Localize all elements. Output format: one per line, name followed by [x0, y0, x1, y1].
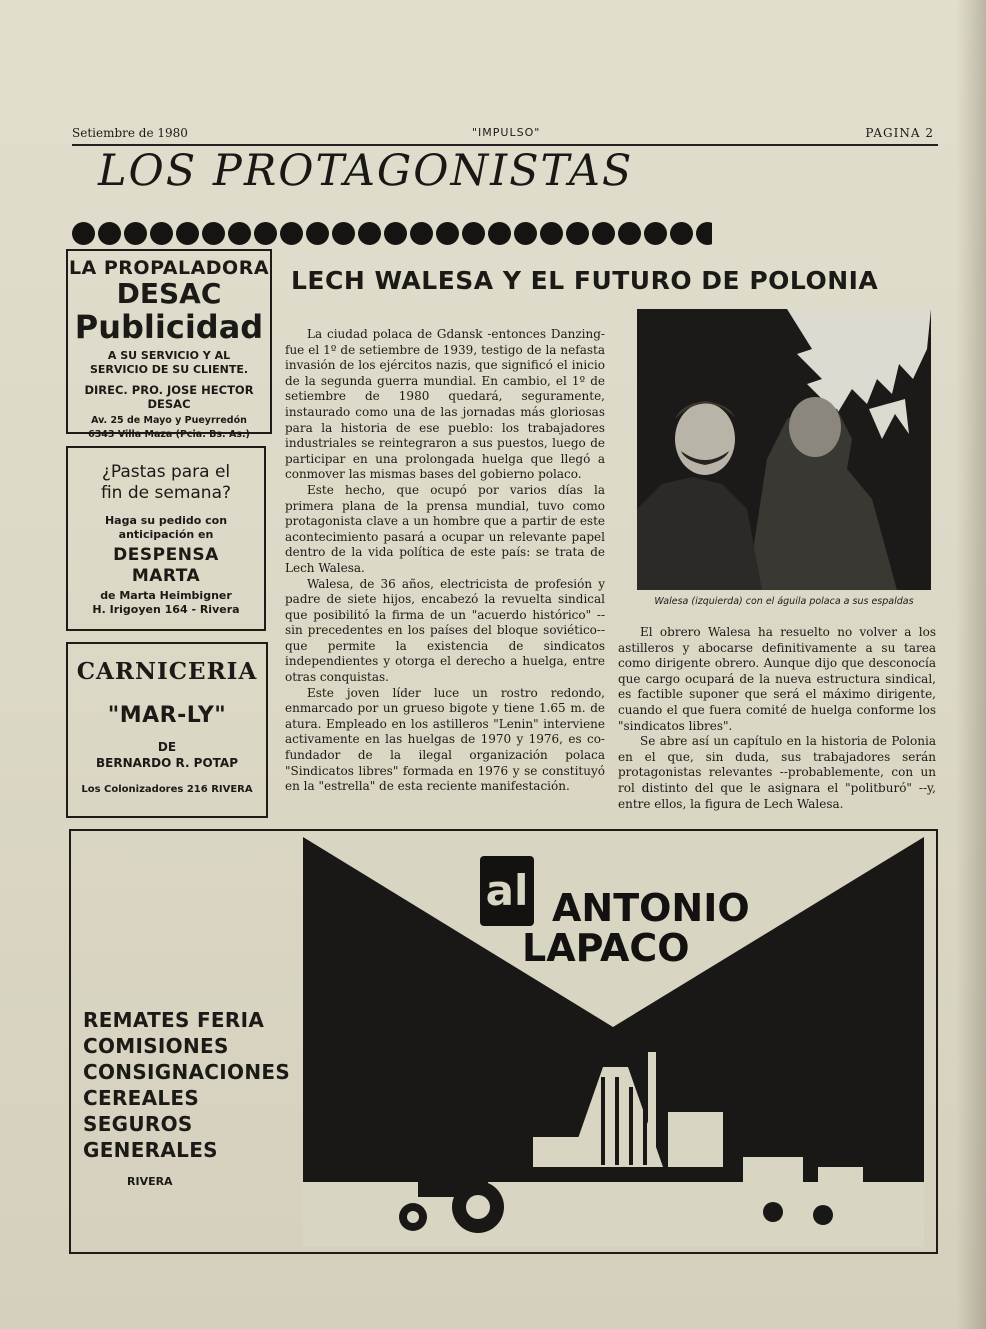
divider-dot — [670, 222, 693, 245]
ad-lapaco-services — [83, 1007, 290, 1163]
divider-dot — [436, 222, 459, 245]
photo-caption: Walesa (izquierda) con el águila polaca a sus espaldas — [654, 596, 914, 607]
divider-dot — [488, 222, 511, 245]
ad-pastas-name1: DESPENSA — [113, 545, 219, 565]
article-paragraph: La ciudad polaca de Gdansk -entonces Danzing- fue el 1º de setiembre de 1939, testigo de la nefasta invasión de los ejércitos nazis, que significó el inicio de la segunda guerra mundial. En cambio, el 1º de setiembre de 1980 quedará, seguramente, instaurado como una de las jornadas más gloriosas para la historia de ese pueblo: los trabajadores industriales se reintegraron a sus puestos, luego de participar en una prolongada huelga que llegó a conmover las mismas bases del gobierno polaco. — [285, 327, 605, 482]
ad-carniceria — [66, 642, 268, 818]
lapaco-logo: al — [480, 856, 534, 926]
ad-carniceria-address: Los Colonizadores 216 RIVERA — [81, 784, 253, 795]
page-header — [72, 124, 938, 146]
article-paragraph: Walesa, de 36 años, electricista de profesión y padre de siete hijos, encabezó la revuelta sindical que posibilitó la firma de un "acuerdo histórico" --sin precedentes en los países del bloque soviético-- que permite la existencia de sindicatos independientes y otorga el derecho a huelga, entre otras conquistas. — [285, 576, 605, 685]
divider-dot — [462, 222, 485, 245]
article-column-2 — [618, 625, 936, 812]
ad-pastas-question2: fin de semana? — [100, 483, 232, 503]
ad-desac-line7: Av. 25 de Mayo y Pueyrredón — [91, 415, 247, 426]
page-edge-shadow — [956, 0, 986, 1329]
divider-dot — [228, 222, 251, 245]
service-item: CONSIGNACIONES — [83, 1060, 291, 1084]
header-page-number: PAGINA 2 — [865, 126, 934, 140]
article-column-1 — [285, 327, 605, 795]
article-paragraph: Este hecho, que ocupó por varios días la primera plana de la prensa mundial, tuvo como protagonista clave a un hombre que a partir de este acontecimiento pasará a ocupar un relevante papel dentro de la vida política de este país: se trata de Lech Walesa. — [285, 482, 605, 575]
divider-dot — [592, 222, 615, 245]
header-date: Setiembre de 1980 — [72, 126, 188, 140]
divider-dot — [176, 222, 199, 245]
dot-divider — [72, 222, 712, 246]
divider-dot — [150, 222, 173, 245]
ad-desac-line5: SERVICIO DE SU CLIENTE. — [89, 363, 249, 376]
ad-pastas-owner: de Marta Heimbigner — [100, 589, 232, 602]
divider-dot — [124, 222, 147, 245]
divider-dot — [566, 222, 589, 245]
ad-pastas-sub2: anticipación en — [118, 528, 214, 541]
divider-dot — [410, 222, 433, 245]
divider-dot — [696, 222, 712, 245]
divider-dot — [98, 222, 121, 245]
ad-pastas-name2: MARTA — [131, 566, 201, 586]
divider-dot — [280, 222, 303, 245]
service-item: CEREALES — [83, 1086, 200, 1110]
article-paragraph: Se abre así un capítulo en la historia de Polonia en el que, sin duda, sus trabajadores serán protagonistas relevantes --probablemente, con un rol distinto del que le asignara el "politburó" --y, entre ellos, la figura de Lech Walesa. — [618, 734, 936, 811]
ad-lapaco-location: RIVERA — [127, 1175, 173, 1188]
ad-desac-line8: 6343 Villa Maza (Pcia. Bs. As.) — [88, 429, 250, 440]
ad-pastas-question1: ¿Pastas para el — [101, 462, 231, 482]
divider-dot — [618, 222, 641, 245]
lapaco-name-last: LAPACO — [522, 926, 690, 970]
ad-desac-line2: DESAC — [116, 277, 222, 310]
ad-desac-line4: A SU SERVICIO Y AL — [107, 349, 231, 362]
divider-dot — [306, 222, 329, 245]
divider-dot — [384, 222, 407, 245]
ad-pastas-sub1: Haga su pedido con — [104, 514, 228, 527]
service-item: SEGUROS — [83, 1112, 193, 1136]
divider-dot — [540, 222, 563, 245]
ad-carniceria-title: CARNICERIA — [76, 658, 258, 685]
divider-dot — [72, 222, 95, 245]
lapaco-name-first: ANTONIO — [552, 886, 750, 930]
header-paper-name: "IMPULSO" — [472, 126, 541, 139]
article-headline: LECH WALESA Y EL FUTURO DE POLONIA — [291, 266, 879, 295]
ad-carniceria-owner: BERNARDO R. POTAP — [95, 756, 239, 770]
ad-carniceria-de: DE — [157, 740, 177, 754]
ad-carniceria-brand: "MAR-LY" — [107, 703, 227, 728]
divider-dot — [202, 222, 225, 245]
article-paragraph: Este joven líder luce un rostro redondo, enmarcado por un grueso bigote y tiene 1.65 m. de atura. Empleado en los astilleros "Lenin" interviene activamente en las huelgas de 1970 y 1976, es co-fundador de la ilegal organización polaca "Sindicatos libres" formada en 1976 y se constituyó en la "estrella" de esta reciente manifestación. — [285, 685, 605, 794]
walesa-photo — [637, 309, 931, 590]
section-title: LOS PROTAGONISTAS — [98, 146, 634, 196]
divider-dot — [644, 222, 667, 245]
ad-desac-line6: DIREC. PRO. JOSE HECTOR DESAC — [84, 383, 254, 411]
ad-pastas-address: H. Irigoyen 164 - Rivera — [92, 603, 240, 616]
ad-desac-line3: Publicidad — [74, 308, 264, 346]
walesa-photo-illustration — [637, 309, 931, 590]
divider-dot — [254, 222, 277, 245]
service-item: GENERALES — [83, 1138, 218, 1162]
service-item: REMATES FERIA — [83, 1008, 265, 1032]
service-item: COMISIONES — [83, 1034, 229, 1058]
article-paragraph: El obrero Walesa ha resuelto no volver a los astilleros y abocarse definitivamente a su tarea como dirigente obrero. Aunque dijo que desconocía que cargo ocupará de la nueva estructura sindical, es factible suponer que será el máximo dirigente, cuando el que fuera comité de huelga conforme los "sindicatos libres". — [618, 625, 936, 733]
ad-desac — [66, 249, 272, 440]
ad-desac-line1: LA PROPALADORA — [68, 257, 270, 279]
ad-despensa-marta — [66, 446, 266, 631]
divider-dot — [358, 222, 381, 245]
divider-dot — [332, 222, 355, 245]
divider-dot — [514, 222, 537, 245]
